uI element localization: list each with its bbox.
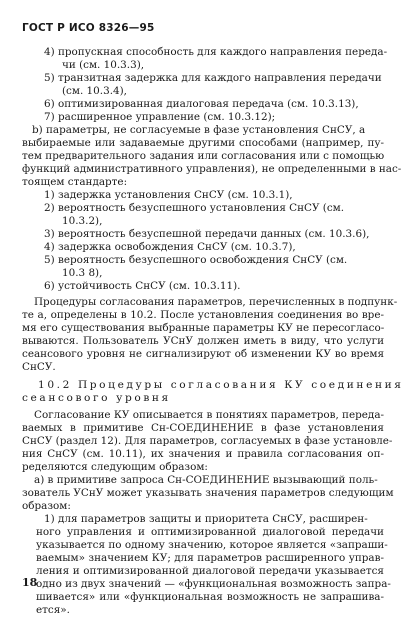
text-line: шивается» или «функциональная возможность не запрашива- bbox=[36, 591, 384, 603]
text-line: 10.3 8), bbox=[62, 267, 103, 279]
text-line: сеансового уровня не сигнализируют об изменении КУ во время bbox=[22, 348, 384, 360]
text-line: 4) пропускная способность для каждого направления переда- bbox=[44, 46, 388, 58]
text-line: СнСУ (раздел 12). Для параметров, согласуемых в фазе установле- bbox=[22, 435, 393, 447]
text-line: ления и оптимизированной диалоговой передачи указывается bbox=[36, 565, 384, 577]
text-line: те а, определены в 10.2. После установления соединения во вре- bbox=[22, 309, 384, 321]
section-heading-cont: сеансового уровня bbox=[22, 392, 171, 404]
text-line: Процедуры согласования параметров, перечисленных в подпунк- bbox=[34, 296, 398, 308]
page-number: 18 bbox=[22, 576, 38, 589]
text-line: одно из двух значений — «функциональная возможность запра- bbox=[36, 578, 391, 590]
text-line: тем предварительного задания или согласования или с помощью bbox=[22, 150, 385, 162]
text-line: Согласование КУ описывается в понятиях параметров, переда- bbox=[34, 409, 385, 421]
text-line: мя его существования выбранные параметры КУ не пересогласо- bbox=[22, 322, 385, 334]
text-line: 2) вероятность безуспешного установления СнСУ (см. bbox=[44, 202, 345, 214]
text-line: тоящем стандарте: bbox=[22, 176, 128, 188]
text-line: образом: bbox=[22, 500, 71, 512]
text-line: 5) вероятность безуспешного освобождения СнСУ (см. bbox=[44, 254, 348, 266]
text-line: 6) оптимизированная диалоговая передача (см. 10.3.13), bbox=[44, 98, 359, 110]
text-line: указывается по одному значению, которое является «запраши- bbox=[36, 539, 388, 551]
text-line: зователь УСнУ может указывать значения параметров следующим bbox=[22, 487, 394, 499]
text-line: 6) устойчивость СнСУ (см. 10.3.11). bbox=[44, 280, 241, 292]
text-line: ваемых в примитиве Сн-СОЕДИНЕНИЕ в фазе установления bbox=[22, 422, 384, 434]
text-line: функций административного управления), не определенными в нас- bbox=[22, 163, 402, 175]
text-line: ется». bbox=[36, 604, 70, 616]
text-line: (см. 10.3.4), bbox=[62, 85, 127, 97]
text-line: вываются. Пользователь УСнУ должен иметь в виду, что услуги bbox=[22, 335, 384, 347]
text-line: 10.3.2), bbox=[62, 215, 103, 227]
document-header: ГОСТ Р ИСО 8326—95 bbox=[22, 22, 155, 34]
text-line: чи (см. 10.3.3), bbox=[62, 59, 145, 71]
text-line: 1) задержка установления СнСУ (см. 10.3.1), bbox=[44, 189, 293, 201]
text-line: ного управления и оптимизированной диалоговой передачи bbox=[36, 526, 384, 538]
text-line: СнСУ. bbox=[22, 361, 56, 373]
text-line: 4) задержка освобождения СнСУ (см. 10.3.7), bbox=[44, 241, 296, 253]
text-line: 7) расширенное управление (см. 10.3.12); bbox=[44, 111, 276, 123]
text-line: b) параметры, не согласуемые в фазе установления СнСУ, а bbox=[32, 124, 366, 136]
text-line: 1) для параметров защиты и приоритета СнСУ, расширен- bbox=[44, 513, 368, 525]
text-line: ределяются следующим образом: bbox=[22, 461, 208, 473]
text-line: а) в примитиве запроса Сн-СОЕДИНЕНИЕ вызывающий поль- bbox=[34, 474, 378, 486]
section-heading: 10.2 Процедуры согласования КУ соединения bbox=[38, 379, 404, 391]
text-line: выбираемые или задаваемые другими способами (например, пу- bbox=[22, 137, 384, 149]
text-line: 5) транзитная задержка для каждого направления передачи bbox=[44, 72, 382, 84]
text-line: ния СнСУ (см. 10.11), их значения и правила согласования оп- bbox=[22, 448, 384, 460]
text-line: ваемым» значением КУ; для параметров расширенного управ- bbox=[36, 552, 384, 564]
text-line: 3) вероятность безуспешной передачи данных (см. 10.3.6), bbox=[44, 228, 370, 240]
